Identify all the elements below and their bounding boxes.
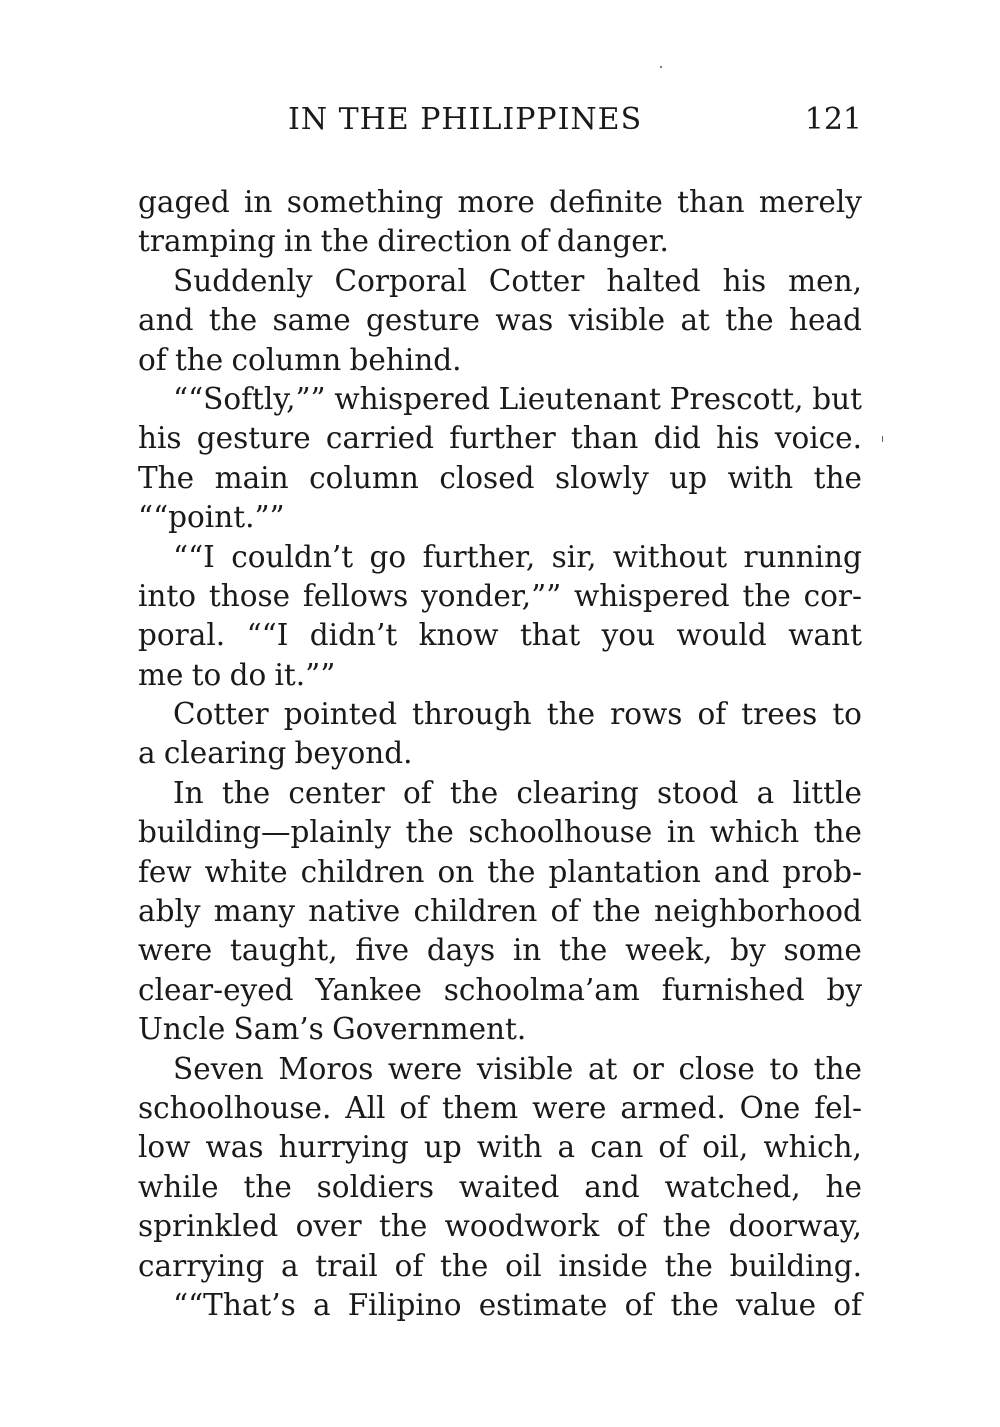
text-line: were taught, five days in the week, by some (138, 933, 862, 968)
text-line: his gesture carried further than did his voice. (138, 421, 862, 456)
text-line: ““point.”” (138, 500, 285, 535)
text-line: ““I couldn’t go further, sir, without running (173, 539, 862, 574)
page-number: 121 (804, 102, 862, 137)
print-speck (882, 436, 883, 442)
text-line: low was hurrying up with a can of oil, which, (138, 1130, 862, 1165)
text-line: of the column behind. (138, 342, 462, 377)
text-line: few white children on the plantation and prob- (138, 854, 862, 889)
text-line: Cotter pointed through the rows of trees to (173, 697, 862, 732)
text-line: me to do it.”” (138, 657, 336, 692)
running-title: IN THE PHILIPPINES (288, 102, 643, 137)
text-line: gaged in something more definite than merely (138, 185, 862, 219)
body-text (138, 183, 862, 1325)
text-line: Seven Moros were visible at or close to the (173, 1051, 862, 1086)
running-head (138, 100, 862, 140)
text-line: and the same gesture was visible at the head (138, 303, 862, 338)
text-line: into those fellows yonder,”” whispered the cor- (138, 578, 862, 613)
text-line: The main column closed slowly up with the (138, 460, 862, 495)
text-line: ably many native children of the neighborhood (138, 894, 862, 929)
text-line: Uncle Sam’s Government. (138, 1012, 527, 1047)
text-line: In the center of the clearing stood a little (173, 775, 862, 810)
text-line: building—plainly the schoolhouse in which the (138, 815, 862, 850)
text-line: schoolhouse. All of them were armed. One fel- (138, 1090, 862, 1125)
text-line: Suddenly Corporal Cotter halted his men, (173, 263, 862, 298)
text-line: poral. ““I didn’t know that you would want (138, 618, 862, 653)
text-line: tramping in the direction of danger. (138, 224, 669, 259)
text-line: a clearing beyond. (138, 736, 413, 771)
text-line: ““Softly,”” whispered Lieutenant Prescott, but (173, 381, 862, 416)
text-line: sprinkled over the woodwork of the doorway, (138, 1209, 862, 1244)
text-line: clear-eyed Yankee schoolma’am furnished by (138, 972, 862, 1007)
print-speck (660, 66, 662, 68)
text-line: while the soldiers waited and watched, he (138, 1169, 862, 1204)
text-line: ““That’s a Filipino estimate of the value of (173, 1287, 862, 1322)
text-line: carrying a trail of the oil inside the building. (138, 1248, 862, 1283)
